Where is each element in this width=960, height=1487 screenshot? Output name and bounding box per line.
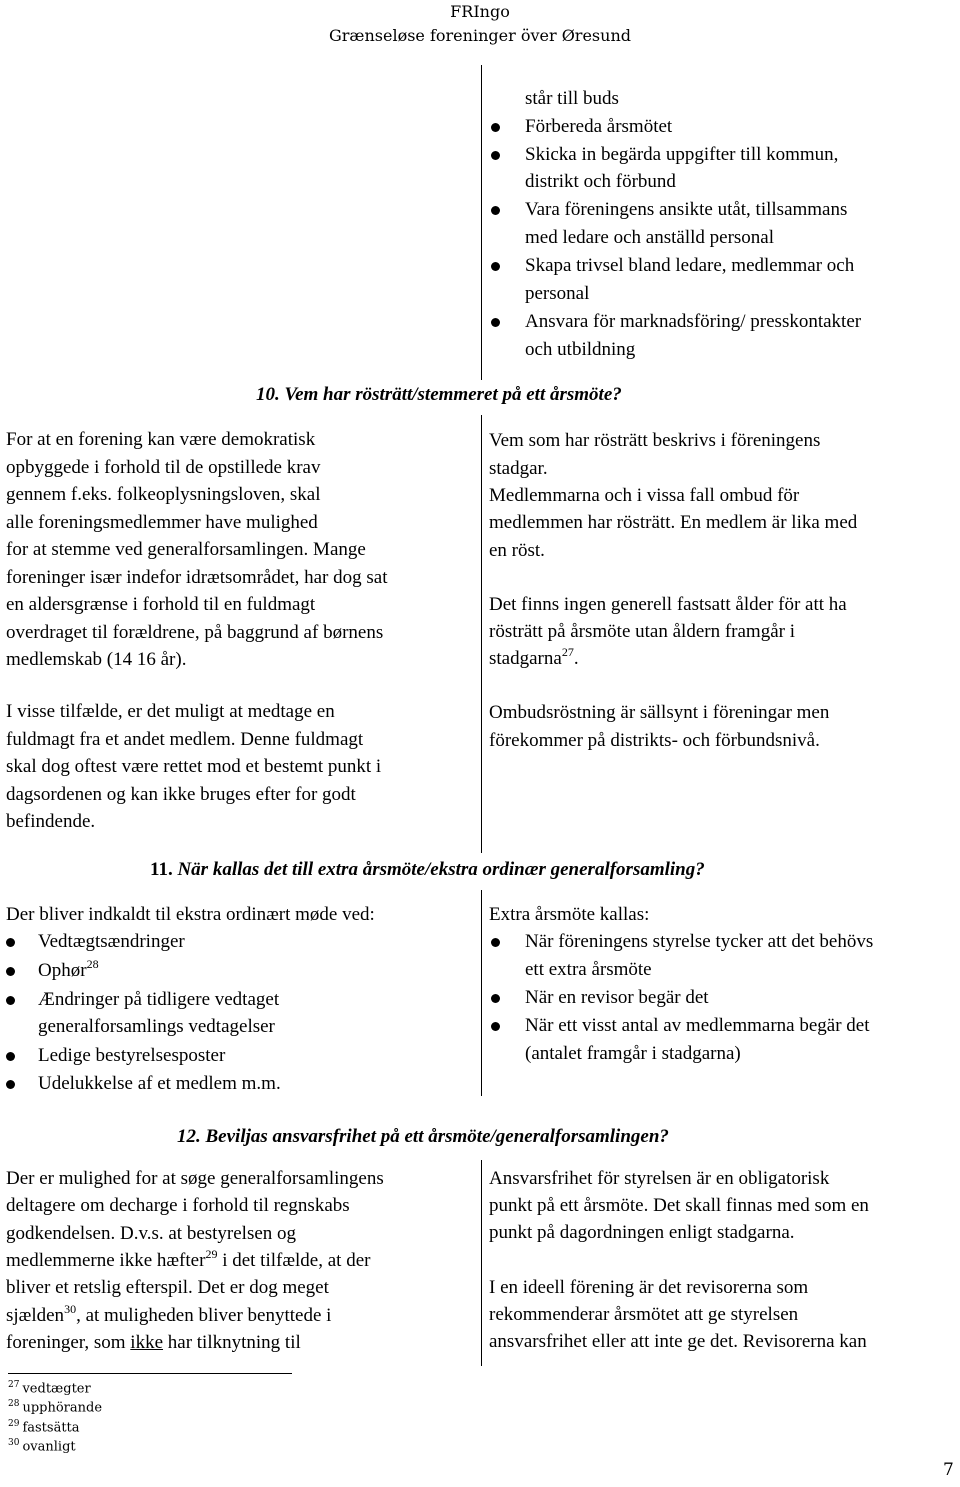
footnote-ref-27: 27 (561, 644, 574, 659)
footnote-text: vedtægter (22, 1381, 91, 1397)
section-10-left-line: For at en forening kan være demokratisk (6, 429, 316, 450)
ikke-underlined: ikke (130, 1332, 164, 1353)
haefter-text: medlemmerne ikke hæfter (6, 1250, 206, 1271)
bullet-icon (6, 1080, 15, 1089)
section-11-left-intro: Der bliver indkaldt til ekstra ordinært møde ved: (6, 904, 375, 925)
footnote (8, 1438, 76, 1454)
section-10-right-line: en röst. (489, 540, 545, 561)
section-11-right-item: När ett visst antal av medlemmarna begär det (525, 1015, 870, 1036)
column-divider-section11 (481, 890, 482, 1096)
section-12-right-line: rekommenderar årsmötet att ge styrelsen (489, 1304, 799, 1325)
page-number: 7 (943, 1460, 954, 1480)
bullet-icon (491, 206, 500, 215)
section-11-left-item-cont: generalforsamlings vedtagelser (38, 1016, 275, 1037)
section-12-left-line (6, 1329, 301, 1357)
section-10-left-line: foreninger især indefor idrætsområdet, har dog sat (6, 567, 388, 588)
section-12-left-line: bliver et retslig efterspil. Det er dog meget (6, 1277, 329, 1298)
section-10-right-line: Medlemmarna och i vissa fall ombud för (489, 485, 800, 506)
section-12-right-line: Ansvarsfrihet för styrelsen är en obligatorisk (489, 1168, 830, 1189)
section-12-right-line: punkt på ett årsmöte. Det skall finnas med som en (489, 1195, 869, 1216)
section-10-right-line: Ombudsröstning är sällsynt i föreningar men (489, 702, 830, 723)
top-list-item-cont: med ledare och anställd personal (525, 227, 775, 248)
section-11-title: När kallas det till extra årsmöte/ekstra ordinær generalforsamling? (177, 859, 705, 880)
section-12-heading: 12. Beviljas ansvarsfrihet på ett årsmöte/generalforsamlingen? (177, 1126, 669, 1147)
sjaelden-rest: , at muligheden bliver benyttede i (76, 1305, 332, 1326)
bullet-icon (6, 938, 15, 947)
section-10-left-line: dagsordenen og kan ikke bruges efter for godt (6, 784, 356, 805)
section-12-left-line: deltagere om decharge i forhold til regnskabs (6, 1195, 350, 1216)
section-11-left-item (38, 957, 99, 985)
column-divider-section10 (481, 415, 482, 853)
footnote-rule (8, 1373, 292, 1374)
section-11-left-item: Ledige bestyrelsesposter (38, 1045, 226, 1066)
footnote (8, 1399, 102, 1415)
section-10-left-line: opbyggede i forhold til de opstillede krav (6, 457, 321, 478)
running-header-title: FRIngo (450, 2, 510, 21)
section-11-right-item-cont: (antalet framgår i stadgarna) (525, 1043, 741, 1064)
footnote-ref-29: 29 (205, 1246, 218, 1261)
section-11-left-item: Udelukkelse af et medlem m.m. (38, 1073, 281, 1094)
section-12-right-line: ansvarsfrihet eller att inte ge det. Revisorerna kan (489, 1331, 867, 1352)
bullet-icon (491, 994, 500, 1003)
footnote-text: fastsätta (22, 1420, 80, 1436)
footnote (8, 1419, 80, 1435)
footnote-text: upphörande (22, 1400, 103, 1416)
running-header-subtitle: Grænseløse foreninger över Øresund (329, 26, 631, 45)
top-list-item: Skapa trivsel bland ledare, medlemmar och (525, 255, 855, 276)
section-11-right-item-cont: ett extra årsmöte (525, 959, 652, 980)
top-list-continuation: står till buds (525, 88, 619, 109)
section-11-number: 11. (150, 859, 173, 880)
footnote-number: 29 (8, 1419, 20, 1429)
section-12-left-line (6, 1302, 331, 1330)
footnote-number: 27 (8, 1380, 20, 1390)
column-divider-section12 (481, 1160, 482, 1366)
section-12-left-line: godkendelsen. D.v.s. at bestyrelsen og (6, 1223, 297, 1244)
haefter-rest: i det tilfælde, at der (222, 1250, 371, 1271)
section-10-left-line: skal dog oftest være rettet mod et bestemt punkt i (6, 756, 382, 777)
sjaelden-text: sjælden (6, 1305, 65, 1326)
section-10-left-line: I visse tilfælde, er det muligt at medtage en (6, 701, 335, 722)
section-10-right-line: Vem som har rösträtt beskrivs i föreningens (489, 430, 821, 451)
top-list-item-cont: distrikt och förbund (525, 171, 676, 192)
section-10-left-line: for at stemme ved generalforsamlingen. Mange (6, 539, 366, 560)
footnote-number: 30 (8, 1438, 20, 1448)
bullet-icon (491, 938, 500, 947)
top-list-item: Förbereda årsmötet (525, 116, 673, 137)
section-10-left-line: medlemskab (14 16 år). (6, 649, 187, 670)
section-12-left-line (6, 1247, 370, 1275)
section-10-right-line: stadgar. (489, 458, 548, 479)
section-10-left-line: en aldersgrænse i forhold til en fuldmagt (6, 594, 316, 615)
foreninger-text: foreninger, som (6, 1332, 126, 1353)
footnote (8, 1380, 91, 1396)
section-11-right-intro: Extra årsmöte kallas: (489, 904, 650, 925)
bullet-icon (6, 996, 15, 1005)
section-10-right-line: medlemmen har rösträtt. En medlem är lika med (489, 512, 858, 533)
footnote-text: ovanligt (22, 1439, 76, 1455)
ophor-text: Ophør (38, 960, 87, 981)
section-10-left-line: overdraget til forældrene, på baggrund af børnens (6, 622, 384, 643)
section-10-left-line: alle foreningsmedlemmer have mulighed (6, 512, 318, 533)
section-10-right-line: rösträtt på årsmöte utan åldern framgår i (489, 621, 795, 642)
section-10-heading: 10. Vem har rösträtt/stemmeret på ett årsmöte? (256, 384, 622, 405)
section-10-left-line: fuldmagt fra et andet medlem. Denne fuldmagt (6, 729, 364, 750)
section-11-left-item: Ændringer på tidligere vedtaget (38, 989, 280, 1010)
bullet-icon (491, 318, 500, 327)
tilknytning-text: har tilknytning til (167, 1332, 301, 1353)
section-11-right-item: När föreningens styrelse tycker att det behövs (525, 931, 874, 952)
section-10-right-line: Det finns ingen generell fastsatt ålder för att ha (489, 594, 847, 615)
section-12-right-line: I en ideell förening är det revisorerna som (489, 1277, 809, 1298)
footnote-ref-30: 30 (64, 1301, 77, 1316)
footnote-ref-28: 28 (86, 956, 99, 971)
top-list-item-cont: och utbildning (525, 339, 636, 360)
bullet-icon (491, 262, 500, 271)
section-12-right-line: punkt på dagordningen enligt stadgarna. (489, 1222, 795, 1243)
section-10-right-line: förekommer på distrikts- och förbundsnivå. (489, 730, 820, 751)
section-10-right-line (489, 645, 579, 673)
bullet-icon (491, 123, 500, 132)
section-11-heading (150, 859, 705, 881)
bullet-icon (6, 967, 15, 976)
bullet-icon (491, 151, 500, 160)
top-list-item: Ansvara för marknadsföring/ presskontakter (525, 311, 862, 332)
section-11-right-item: När en revisor begär det (525, 987, 709, 1008)
top-list-item-cont: personal (525, 283, 590, 304)
bullet-icon (6, 1052, 15, 1061)
section-10-left-line: gennem f.eks. folkeoplysningsloven, skal (6, 484, 321, 505)
footnote-number: 28 (8, 1399, 20, 1409)
section-10-left-line: befindende. (6, 811, 96, 832)
column-divider-top (481, 65, 482, 380)
section-12-left-line: Der er mulighed for at søge generalforsamlingens (6, 1168, 384, 1189)
bullet-icon (491, 1022, 500, 1031)
stadgarna-period: . (573, 648, 579, 669)
stadgarna-text: stadgarna (489, 648, 562, 669)
top-list-item: Skicka in begärda uppgifter till kommun, (525, 144, 839, 165)
top-list-item: Vara föreningens ansikte utåt, tillsammans (525, 199, 848, 220)
section-11-left-item: Vedtægtsændringer (38, 931, 185, 952)
